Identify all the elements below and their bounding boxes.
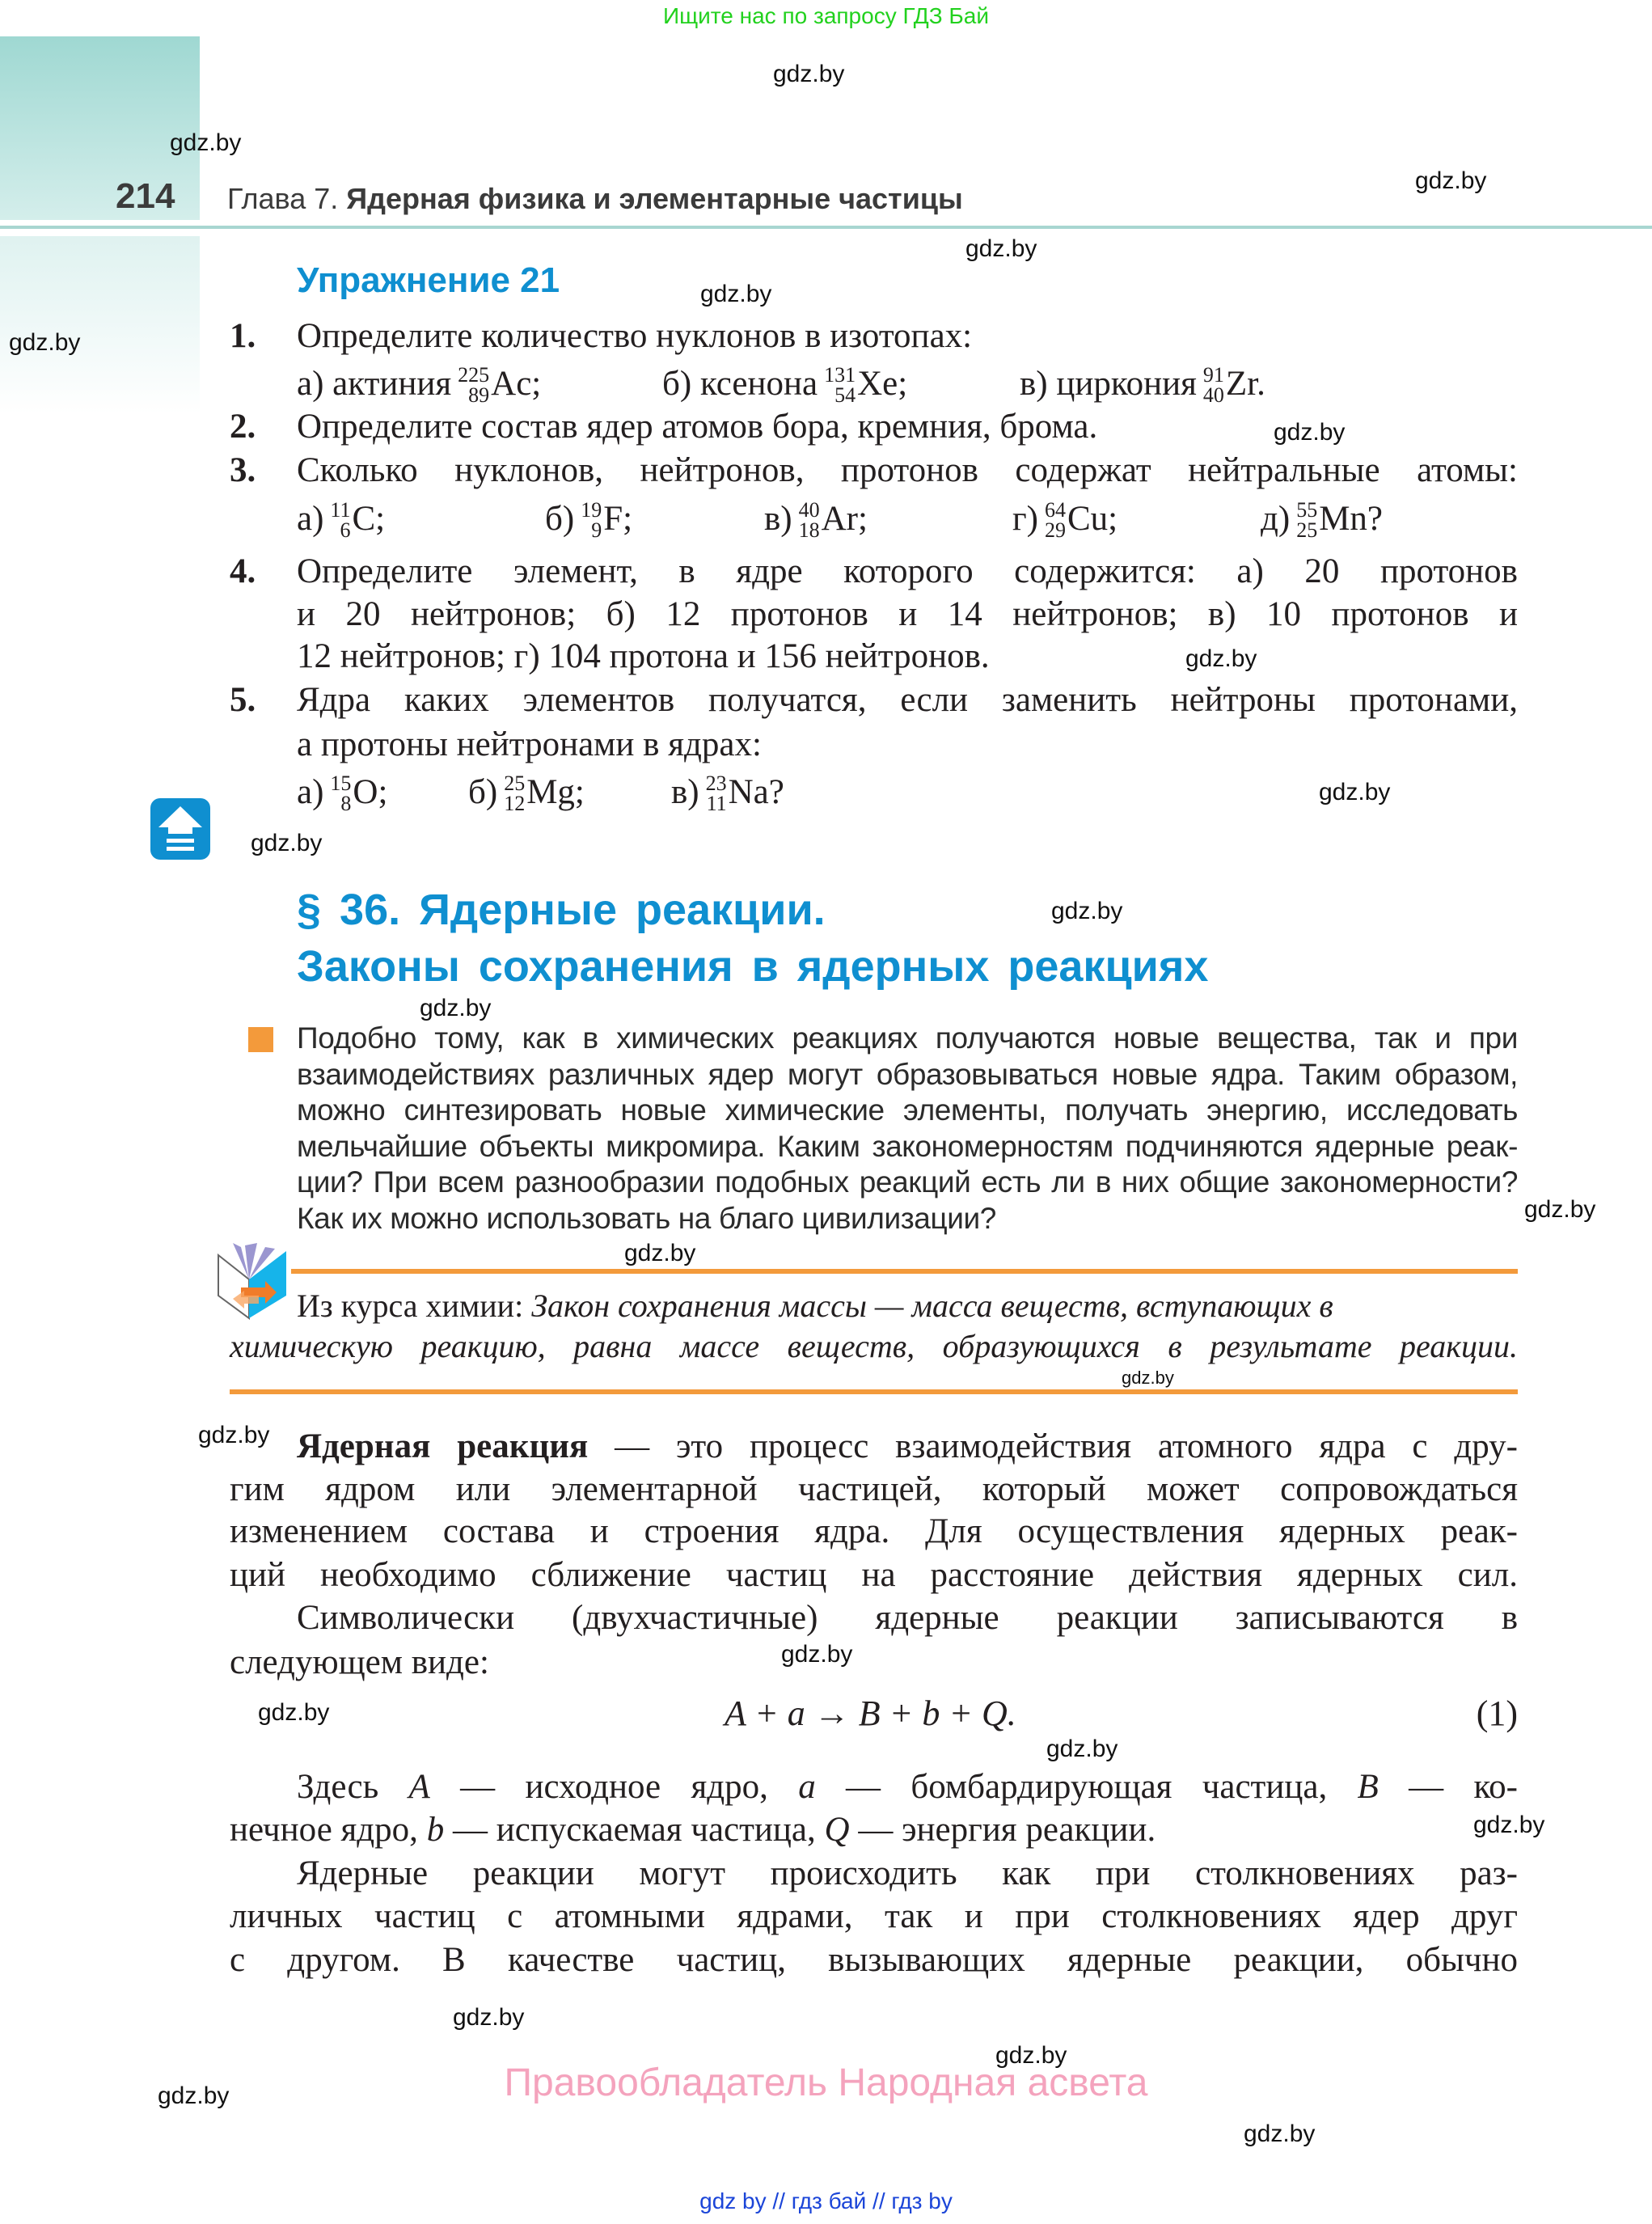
text: изменением состава и строения ядра. Для осуществления ядерных реак- [230, 1512, 1518, 1550]
chem-note-law-cont: химическую реакцию, равна массе веществ, образующихся в результате реакции. [230, 1328, 1518, 1364]
isotope-numbers [798, 498, 820, 543]
note-divider-bottom [230, 1389, 1518, 1394]
exercise-text: Сколько нуклонов, нейтронов, протонов содержат нейтральные атомы: [297, 451, 1518, 489]
element-symbol: Xe; [857, 365, 908, 403]
watermark: gdz.by [1244, 2120, 1316, 2147]
watermark: gdz.by [1415, 167, 1487, 194]
section-subtitle: Законы сохранения в ядерных реакциях [297, 942, 1209, 991]
intro-line: взаимодействиях различных ядер могут образовываться новые ядра. Таким образом, [297, 1058, 1518, 1091]
exercise-number: 2. [230, 408, 256, 446]
isotope-option [468, 768, 585, 817]
option-label: б) [545, 500, 575, 538]
body-line [230, 1597, 1518, 1639]
watermark: gdz.by [1319, 779, 1391, 805]
mass-number: 25 [504, 772, 526, 796]
element-symbol: O; [353, 773, 388, 811]
text: Здесь [297, 1768, 409, 1806]
watermark: gdz.by [1122, 1368, 1174, 1388]
watermark: gdz.by [258, 1699, 330, 1726]
watermark: gdz.by [1473, 1812, 1545, 1838]
option-label: а) актиния [297, 365, 452, 403]
text: гим ядром или элементарной частицей, который может сопровождаться [230, 1470, 1518, 1508]
variable: Q [824, 1811, 850, 1849]
isotope-option [1261, 495, 1383, 543]
atomic-number: 29 [1044, 518, 1066, 543]
atomic-number: 6 [340, 518, 351, 543]
atomic-number: 9 [591, 518, 602, 543]
chem-note-line1 [297, 1286, 1333, 1326]
option-label: г) [1012, 500, 1038, 538]
chem-note-prefix: Из курса химии: [297, 1287, 524, 1324]
exercise-title: Упражнение 21 [297, 260, 560, 300]
text: — испускаемая частица, [444, 1811, 825, 1849]
element-symbol: Mn? [1319, 500, 1384, 538]
exercise-text: и 20 нейтронов; б) 12 протонов и 14 нейтронов; в) 10 протонов и [297, 595, 1518, 633]
exercise-text: Ядра каких элементов получатся, если заменить нейтроны протонами, [297, 681, 1518, 719]
mass-number: 131 [824, 363, 856, 387]
atomic-number: 8 [340, 792, 352, 816]
exercise-text: Определите количество нуклонов в изотопах: [297, 317, 973, 355]
watermark: gdz.by [1185, 645, 1257, 672]
exercise-text: Определите состав ядер атомов бора, кремния, брома. [297, 408, 1098, 446]
intro-line: Как их можно использовать на благо цивилизации? [297, 1202, 996, 1235]
option-label: б) ксенона [662, 365, 818, 403]
isotope-numbers [1044, 498, 1066, 543]
isotope-numbers [1202, 363, 1224, 408]
isotope-numbers [504, 773, 525, 814]
element-symbol: Mg; [526, 773, 585, 811]
watermark: gdz.by [170, 129, 242, 156]
body-line [230, 1766, 1518, 1808]
variable: b [426, 1811, 445, 1849]
mass-number: 40 [798, 498, 820, 522]
element-symbol: Cu; [1067, 500, 1118, 538]
isotope-option [764, 495, 868, 543]
body-line [230, 1896, 1518, 1938]
copyright-footer: Правообладатель Народная асвета [504, 2061, 1148, 2104]
element-symbol: C; [352, 500, 386, 538]
isotope-option [297, 768, 387, 817]
watermark: gdz.by [1274, 419, 1346, 446]
orange-square-marker [248, 1027, 273, 1052]
watermark: gdz.by [198, 1422, 270, 1448]
isotope-numbers [1296, 498, 1318, 543]
element-symbol: Ar; [821, 500, 868, 538]
body-line [230, 1642, 1518, 1684]
option-label: д) [1261, 500, 1291, 538]
option-label: а) [297, 773, 324, 811]
body-line [230, 1426, 1518, 1468]
mass-number: 91 [1202, 363, 1224, 387]
watermark: gdz.by [1524, 1196, 1596, 1223]
text: — энергия реакции. [849, 1811, 1156, 1849]
mass-number: 64 [1044, 498, 1066, 522]
isotope-option [671, 768, 784, 817]
isotope-option [1012, 495, 1118, 543]
isotope-option [1020, 360, 1265, 408]
watermark: gdz.by [965, 235, 1037, 262]
exercise-number: 4. [230, 552, 256, 590]
watermark: gdz.by [773, 61, 845, 87]
watermark: gdz.by [453, 2004, 525, 2031]
chapter-prefix: Глава 7. [227, 182, 339, 215]
mass-number: 11 [330, 498, 351, 522]
chem-note-law: Закон сохранения массы — масса веществ, вступающих в [531, 1287, 1333, 1324]
exercise-number: 5. [230, 681, 256, 719]
chem-note-line2 [230, 1326, 1518, 1367]
chapter-header [227, 182, 963, 216]
element-symbol: Na? [728, 773, 784, 811]
exercise-number: 1. [230, 317, 256, 355]
body-line [230, 1939, 1518, 1981]
text: с другом. В качестве частиц, вызывающих ядерные реакции, обычно [230, 1941, 1518, 1979]
atomic-number: 89 [468, 383, 490, 408]
text: — ко- [1378, 1768, 1518, 1806]
atomic-number: 11 [706, 792, 727, 816]
isotope-numbers [330, 498, 351, 543]
watermark: gdz.by [781, 1641, 853, 1668]
atomic-number: 25 [1296, 518, 1318, 543]
text: личных частиц с атомными ядрами, так и при столкновениях ядер друг [230, 1897, 1518, 1935]
exercise-text: 12 нейтронов; г) 104 протона и 156 нейтронов. [297, 637, 990, 675]
option-label: в) [671, 773, 699, 811]
search-hint: Ищите нас по запросу ГДЗ Бай [662, 3, 990, 28]
text: Символически (двухчастичные) ядерные реакции записываются в [297, 1599, 1518, 1637]
intro-line: мельчайшие объекты микромира. Каким закономерностям подчиняются ядерные реак- [297, 1130, 1518, 1163]
isotope-numbers [458, 363, 490, 408]
margin-band [0, 236, 200, 414]
page-number: 214 [116, 176, 175, 216]
variable: B [1357, 1768, 1379, 1806]
body-line [230, 1853, 1518, 1895]
option-label: в) [764, 500, 792, 538]
reaction-formula: A + a → B + b + Q. [725, 1693, 1016, 1733]
atomic-number: 54 [834, 383, 856, 408]
bottom-links[interactable]: gdz by // гдз бай // гдз by [699, 2188, 953, 2213]
option-label: в) циркония [1020, 365, 1197, 403]
intro-line: Подобно тому, как в химических реакциях получаются новые вещества, так и при [297, 1021, 1518, 1055]
isotope-numbers [824, 363, 856, 408]
watermark: gdz.by [158, 2082, 230, 2109]
watermark: gdz.by [700, 281, 772, 307]
mass-number: 55 [1296, 498, 1318, 522]
watermark: gdz.by [420, 995, 492, 1021]
watermark: gdz.by [624, 1240, 696, 1266]
intro-line: ции? При всем разнообразии подобных реакций есть ли в них общие закономерности? [297, 1165, 1518, 1199]
home-icon[interactable] [150, 798, 210, 860]
intro-line: можно синтезировать новые химические элементы, получать энергию, исследовать [297, 1093, 1518, 1127]
watermark: gdz.by [251, 830, 323, 856]
element-symbol: Ac; [491, 365, 542, 403]
element-symbol: F; [603, 500, 633, 538]
header-divider [0, 226, 1652, 229]
text: следующем виде: [230, 1643, 489, 1681]
exercise-text: Определите элемент, в ядре которого содержится: а) 20 протонов [297, 552, 1518, 590]
atomic-number: 40 [1202, 383, 1224, 408]
variable: A [408, 1768, 430, 1806]
text: — исходное ядро, [429, 1768, 799, 1806]
mass-number: 19 [581, 498, 602, 522]
body-line [230, 1511, 1518, 1553]
text: нечное ядро, [230, 1811, 427, 1849]
text: — это процесс взаимодействия атомного ядра с дру- [588, 1427, 1518, 1465]
isotope-option [662, 360, 907, 408]
section-title: § 36. Ядерные реакции. [297, 886, 826, 934]
isotope-option [545, 495, 632, 543]
book-icon [209, 1239, 293, 1320]
isotope-option [297, 360, 541, 408]
text: Ядерные реакции могут происходить как при столкновениях раз- [297, 1854, 1518, 1892]
chapter-title: Ядерная физика и элементарные частицы [346, 182, 963, 215]
isotope-numbers [330, 773, 351, 814]
atomic-number: 12 [504, 792, 526, 816]
watermark: gdz.by [1051, 898, 1123, 924]
mass-number: 225 [458, 363, 490, 387]
element-symbol: Zr. [1225, 365, 1265, 403]
isotope-option [297, 495, 385, 543]
exercise-text: а протоны нейтронами в ядрах: [297, 725, 762, 763]
note-divider-top [291, 1269, 1518, 1274]
term: Ядерная реакция [297, 1427, 589, 1465]
atomic-number: 18 [798, 518, 820, 543]
watermark: gdz.by [995, 2042, 1067, 2069]
variable: a [798, 1768, 816, 1806]
exercise-number: 3. [230, 451, 256, 489]
watermark: gdz.by [9, 329, 81, 356]
body-line [230, 1554, 1518, 1596]
body-line [230, 1469, 1518, 1511]
mass-number: 23 [705, 772, 727, 796]
option-label: б) [468, 773, 498, 811]
isotope-numbers [581, 498, 602, 543]
option-label: а) [297, 500, 324, 538]
watermark: gdz.by [1046, 1736, 1118, 1762]
text: — бомбардирующая частица, [815, 1768, 1358, 1806]
mass-number: 15 [330, 772, 352, 796]
isotope-numbers [706, 773, 727, 814]
equation-number: (1) [1476, 1693, 1518, 1733]
body-line [230, 1809, 1518, 1851]
text: ций необходимо сближение частиц на расстояние действия ядерных сил. [230, 1556, 1518, 1594]
